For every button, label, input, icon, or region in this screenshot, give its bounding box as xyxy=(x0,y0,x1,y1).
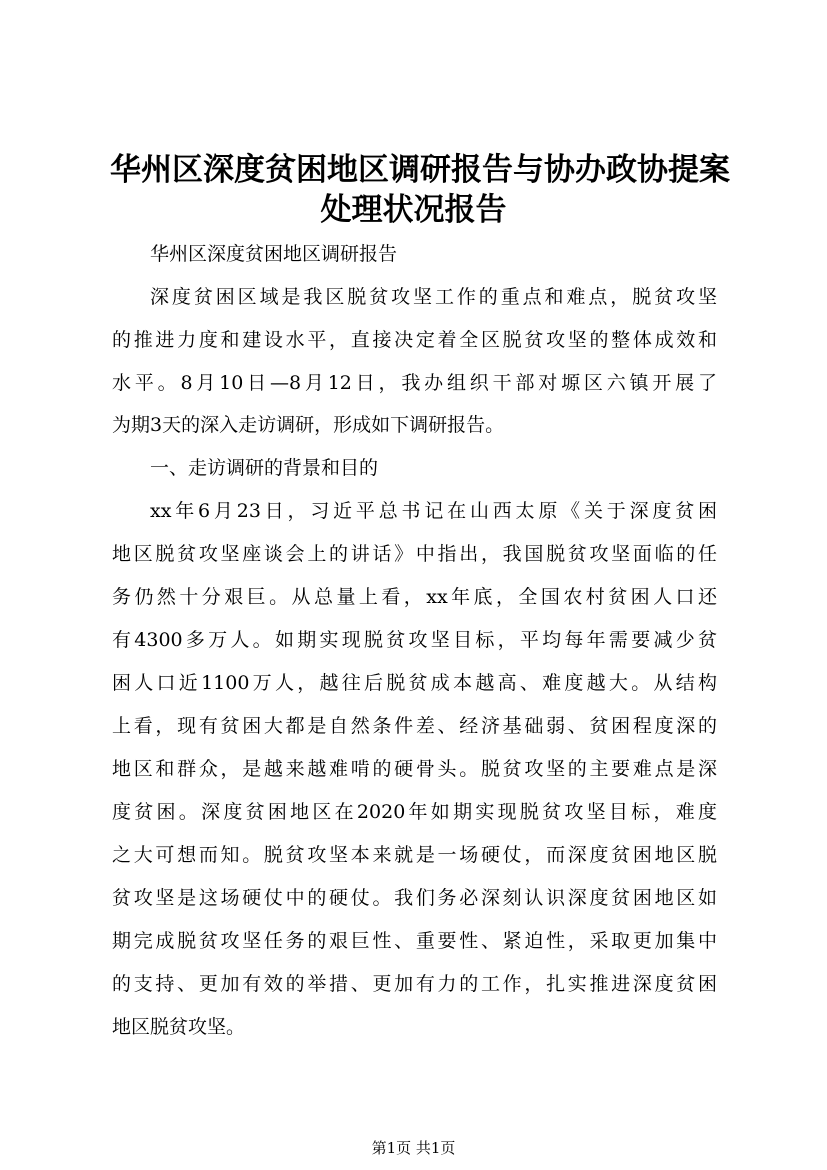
paragraph-2-line-1: xx年6月23日，习近平总书记在山西太原《关于深度贫困 xyxy=(150,500,717,522)
section-1-heading: 一、走访调研的背景和目的 xyxy=(150,457,379,479)
paragraph-2-line-7: 地区和群众，是越来越难啃的硬骨头。脱贫攻坚的主要难点是深 xyxy=(112,758,717,780)
document-subtitle: 华州区深度贫困地区调研报告 xyxy=(150,243,398,265)
paragraph-2-line-2: 地区脱贫攻坚座谈会上的讲话》中指出，我国脱贫攻坚面临的任 xyxy=(112,543,717,565)
paragraph-2-line-4: 有4300多万人。如期实现脱贫攻坚目标，平均每年需要减少贫 xyxy=(112,629,717,651)
paragraph-2-line-5: 困人口近1100万人，越往后脱贫成本越高、难度越大。从结构 xyxy=(112,672,717,694)
paragraph-2-line-11: 期完成脱贫攻坚任务的艰巨性、重要性、紧迫性，采取更加集中 xyxy=(112,930,717,952)
paragraph-2-line-8: 度贫困。深度贫困地区在2020年如期实现脱贫攻坚目标，难度 xyxy=(112,801,717,823)
paragraph-2-line-10: 贫攻坚是这场硬仗中的硬仗。我们务必深刻认识深度贫困地区如 xyxy=(112,887,717,909)
paragraph-2-line-3: 务仍然十分艰巨。从总量上看，xx年底，全国农村贫困人口还 xyxy=(112,586,717,608)
document-title-line-2: 处理状况报告 xyxy=(320,192,507,228)
paragraph-1-line-3: 水平。8月10日—8月12日，我办组织干部对塬区六镇开展了 xyxy=(112,372,717,394)
paragraph-2-line-6: 上看，现有贫困大都是自然条件差、经济基础弱、贫困程度深的 xyxy=(112,715,717,737)
paragraph-2-line-12: 的支持、更加有效的举措、更加有力的工作，扎实推进深度贫困 xyxy=(112,973,717,995)
document-title-line-1: 华州区深度贫困地区调研报告与协办政协提案 xyxy=(110,152,730,188)
page-number-footer: 第1页 共1页 xyxy=(371,1139,456,1157)
paragraph-1-line-2: 的推进力度和建设水平，直接决定着全区脱贫攻坚的整体成效和 xyxy=(112,329,717,351)
paragraph-2-line-13: 地区脱贫攻坚。 xyxy=(112,1016,246,1038)
paragraph-2-line-9: 之大可想而知。脱贫攻坚本来就是一场硬仗，而深度贫困地区脱 xyxy=(112,844,717,866)
paragraph-1-line-1: 深度贫困区域是我区脱贫攻坚工作的重点和难点，脱贫攻坚 xyxy=(150,286,717,308)
paragraph-1-line-4: 为期3天的深入走访调研，形成如下调研报告。 xyxy=(112,414,505,436)
